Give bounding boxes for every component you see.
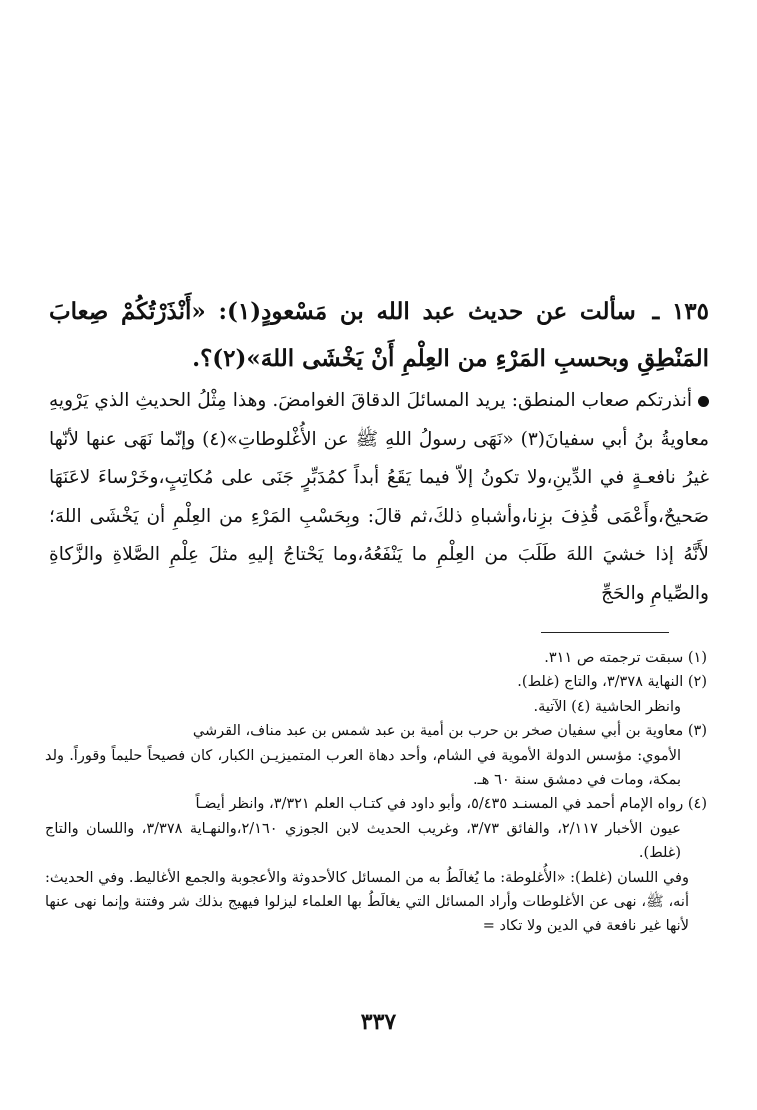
footnote-3 [45, 719, 707, 792]
question-text: سألت عن حديث عبد الله بن مَسْعودٍ(١): «أَنْذَرْتُكُمْ صِعابَ المَنْطِقِ وبحسبِ المَرْءِ من العِلْمِ أَنْ يَخْشَى اللهَ»(٢)؟. [49, 298, 709, 372]
bullet-icon [698, 396, 709, 407]
footnote-4 [45, 792, 707, 865]
footnote-4-first: (٤) رواه الإمام أحمد في المسنـد ٥/٤٣٥، وأبو داود في كتـاب العلم ٣/٣٢١، وانظر أيضـاً [195, 796, 707, 813]
page-number: ٣٣٧ [360, 1009, 397, 1035]
commentary-text: أنذرتكم صعاب المنطق: يريد المسائلَ الدقاقَ الغوامضَ. وهذا مِثْلُ الحديثِ الذي يَرْويهِ معاويةُ بنُ أبي سفيانَ(٣) «نَهَى رسولُ اللهِ ﷺ عن الأُغْلوطاتِ»(٤) وإنّما نَهَى عنها لأنّها غيرُ نافعـةٍ في الدِّينِ،ولا تكونُ إلاّ فيما يَقَعُ أبداً كمُدَبِّرٍ جَنَى على مُكاتِبٍ،وخَرْساءَ لاعَنَهَا صَحيحٌ،وأَعْمَى قُذِفَ بزِنا،وأشباهِ ذلكَ،ثم قالَ: وبِحَسْبِ المَرْءِ من العِلْمِ أن يَخْشَى اللهَ؛ لأَنَّهُ إذا خشيَ اللهَ طَلَبَ من العِلْمِ ما يَنْفَعُهُ،وما يَحْتاجُ إليهِ مثلَ عِلْمِ الصَّلاةِ والزَّكاةِ والصِّيامِ والحَجِّ [49, 390, 709, 604]
footnote-3-rest: الأموي: مؤسس الدولة الأموية في الشام، وأحد دهاة العرب المتميزيـن الكبار، كان فصيحاً حليماً وقوراً. ولد بمكة، ومات في دمشق سنة ٦٠ هـ. [45, 747, 681, 789]
commentary-paragraph [49, 382, 709, 613]
footnote-2-extra: وانظر الحاشية (٤) الآتية. [533, 698, 681, 715]
footnote-3-first: (٣) معاوية بن أبي سفيان صخر بن حرب بن أمية بن عبد شمس بن عبد مناف، القرشي [192, 723, 707, 740]
footnote-4-extra: وفي اللسان (غلط): «الأُغلوطة: ما يُغالَطُ به من المسائل كالأحدوثة والأعجوبة والجمع الأغاليط. وفي الحديث: أنه، ﷺ، نهى عن الأغلوطات وأراد المسائل التي يغالَطُ بها العلماء ليزلوا فيهيج بذلك شر وفتنة وإنما نهى عنها لأنها غير نافعة في الدين ولا تكاد = [45, 869, 689, 935]
footnote-separator [541, 632, 669, 633]
question-heading [49, 288, 709, 382]
footnotes [45, 646, 707, 939]
footnote-1: (١) سبقت ترجمته ص ٣١١. [544, 650, 707, 666]
footnote-2: (٢) النهاية ٣/٣٧٨، والتاج (غلط). [517, 674, 707, 691]
footnote-4-rest: عيون الأخبار ٢/١١٧، والفائق ٣/٧٣، وغريب الحديث لابن الجوزي ٢/١٦٠،والنهـاية ٣/٣٧٨، واللسان والتاج (غلط). [45, 820, 681, 862]
question-number: ١٣٥ ـ [652, 298, 710, 325]
